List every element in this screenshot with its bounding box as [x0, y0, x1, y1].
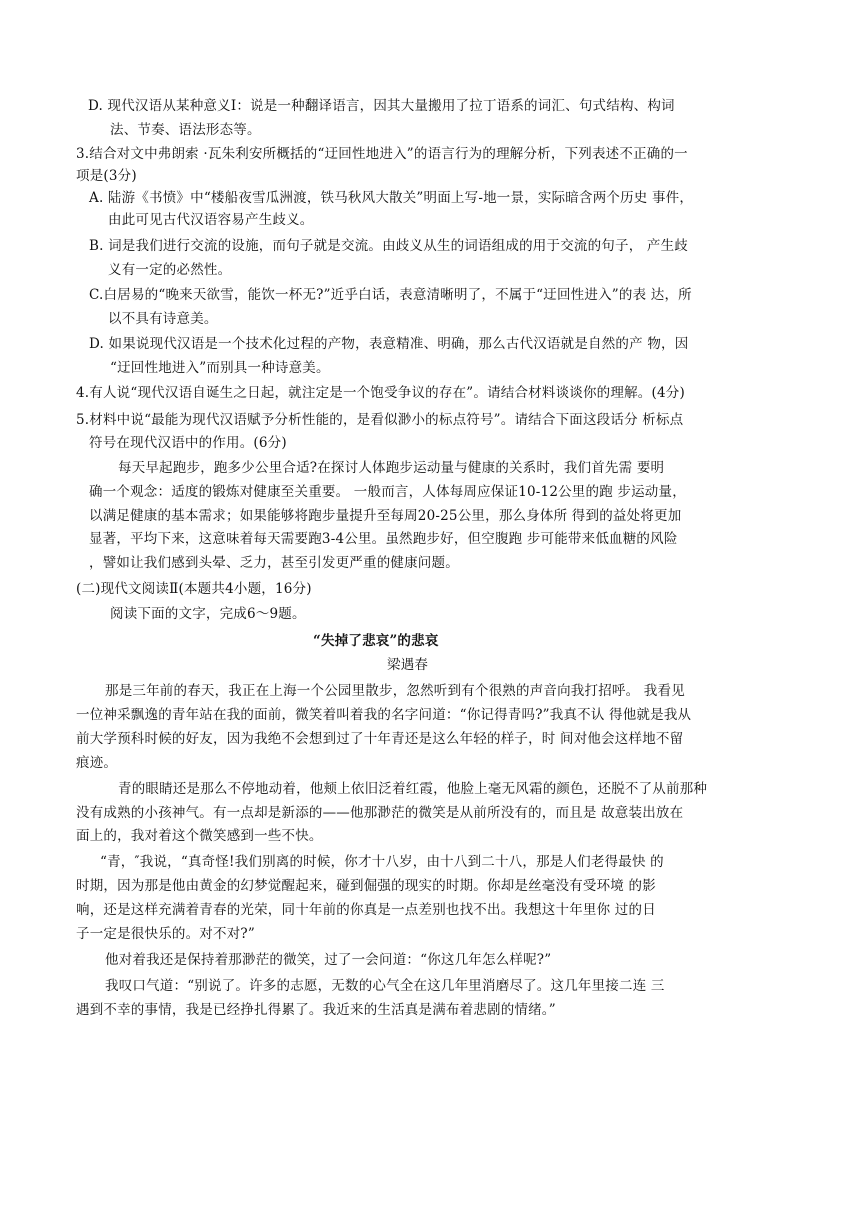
question-3-option-d-line1: D. 如果说现代汉语是一个技术化过程的产物，表意精准、明确，那么古代汉语就是自然的产 物，因: [89, 336, 689, 352]
q5-passage-line3: 以满足健康的基本需求；如果能够将跑步量提升至每周20-25公里，那么身体所 得到的益处将更加: [89, 508, 682, 524]
question-3-option-c-line1: C.白居易的“晚来天欲雪，能饮一杯无?”近乎白话，表意清晰明了，不属于“迂回性进入”的表 达，所: [89, 287, 692, 303]
question-3-option-a-line2: 由此可见古代汉语容易产生歧义。: [108, 212, 314, 228]
article-author: 梁遇春: [387, 657, 429, 673]
story-p5-line2: 遇到不幸的事情，我是已经挣扎得累了。我近来的生活真是满布着悲剧的情绪。”: [76, 1002, 556, 1018]
question-3-option-a-line1: A. 陆游《书愤》中“楼船夜雪瓜洲渡，铁马秋风大散关”明面上写-地一景，实际暗含两个历史 事件，: [89, 190, 694, 206]
question-3-option-c-line2: 以不具有诗意美。: [108, 311, 218, 327]
article-title: “失掉了悲哀”的悲哀: [313, 633, 439, 649]
story-p1-line3: 前大学预科时候的好友，因为我绝不会想到过了十年青还是这么年轻的样子，时 间对他会这样地不留: [76, 731, 684, 747]
section-2-instruction: 阅读下面的文字，完成6～9题。: [110, 606, 306, 622]
story-p3-line4: 子一定是很快乐的。对不对?”: [76, 926, 255, 942]
question-3-option-b-line1: B. 词是我们进行交流的设施，而句子就是交流。由歧义从生的词语组成的用于交流的句子， 产生歧: [89, 238, 688, 254]
option-d-prev-line2: 法、节奏、语法形态等。: [110, 122, 261, 138]
story-p3-line3: 响，还是这样充满着青春的光荣，同十年前的你真是一点差别也找不出。我想这十年里你 过的日: [76, 902, 656, 918]
story-p2-line1: 青的眼睛还是那么不停地动着，他颊上依旧泛着红霞，他脸上毫无风霜的颜色，还脱不了从前那种: [118, 781, 708, 797]
story-p5-line1: 我叹口气道：“别说了。许多的志愿，无数的心气全在这几年里消磨尽了。这几年里接二连 三: [105, 978, 665, 994]
story-p2-line2: 没有成熟的小孩神气。有一点却是新添的——他那渺茫的微笑是从前所没有的，而且是 故意装出放在: [76, 805, 684, 821]
question-3-stem-line1: 3.结合对文中弗朗索 ·瓦朱利安所概括的“迂回性地进入”的语言行为的理解分析，下列表述不正确的一: [76, 146, 688, 162]
question-5-line1: 5.材料中说“最能为现代汉语赋予分析性能的，是看似渺小的标点符号”。请结合下面这段话分 析标点: [76, 412, 684, 428]
question-4: 4.有人说“现代汉语自诞生之日起，就注定是一个饱受争议的存在”。请结合材料谈谈你的理解。(4分): [76, 385, 685, 401]
story-p1-line2: 一位神采飘逸的青年站在我的面前，微笑着叫着我的名字问道：“你记得青吗?”我真不认 得他就是我从: [76, 707, 692, 723]
story-p4-line1: 他对着我还是保持着那渺茫的微笑，过了一会问道：“你这几年怎么样呢?”: [105, 952, 552, 968]
q5-passage-line4: 显著，平均下来，这意味着每天需要跑3-4公里。虽然跑步好，但空腹跑 步可能带来低血糖的风险: [89, 531, 678, 547]
question-3-option-b-line2: 义有一定的必然性。: [108, 262, 232, 278]
option-d-prev-line1: D. 现代汉语从某种意义I：说是一种翻译语言，因其大量搬用了拉丁语系的词汇、句式结构、构词: [88, 98, 675, 114]
question-5-line2: 符号在现代汉语中的作用。(6分): [89, 435, 287, 451]
question-3-stem-line2: 项是(3分): [76, 168, 137, 184]
q5-passage-line2: 确一个观念：适度的锻炼对健康至关重要。 一般而言，人体每周应保证10-12公里的跑 步运动量，: [89, 484, 686, 500]
q5-passage-line1: 每天早起跑步，跑多少公里合适?在探讨人体跑步运动量与健康的关系时，我们首先需 要明: [118, 460, 665, 476]
story-p2-line3: 面上的，我对着这个微笑感到一些不快。: [76, 828, 323, 844]
q5-passage-line5: ，譬如让我们感到头晕、乏力，甚至引发更严重的健康问题。: [89, 555, 459, 571]
section-2-header: (二)现代文阅读Ⅱ(本题共4小题，16分): [76, 581, 312, 597]
question-3-option-d-line2: “迂回性地进入”而别具一种诗意美。: [110, 360, 330, 376]
story-p3-line1: “青，″我说，“真奇怪!我们别离的时候，你才十八岁，由十八到二十八，那是人们老得最快 的: [100, 854, 664, 870]
story-p1-line4: 痕迹。: [76, 755, 118, 771]
story-p1-line1: 那是三年前的春天，我正在上海一个公园里散步，忽然听到有个很熟的声音向我打招呼。 我看见: [105, 683, 685, 699]
story-p3-line2: 时期，因为那是他由黄金的幻梦觉醒起来，碰到倔强的现实的时期。你却是丝毫没有受环境 的影: [76, 878, 656, 894]
